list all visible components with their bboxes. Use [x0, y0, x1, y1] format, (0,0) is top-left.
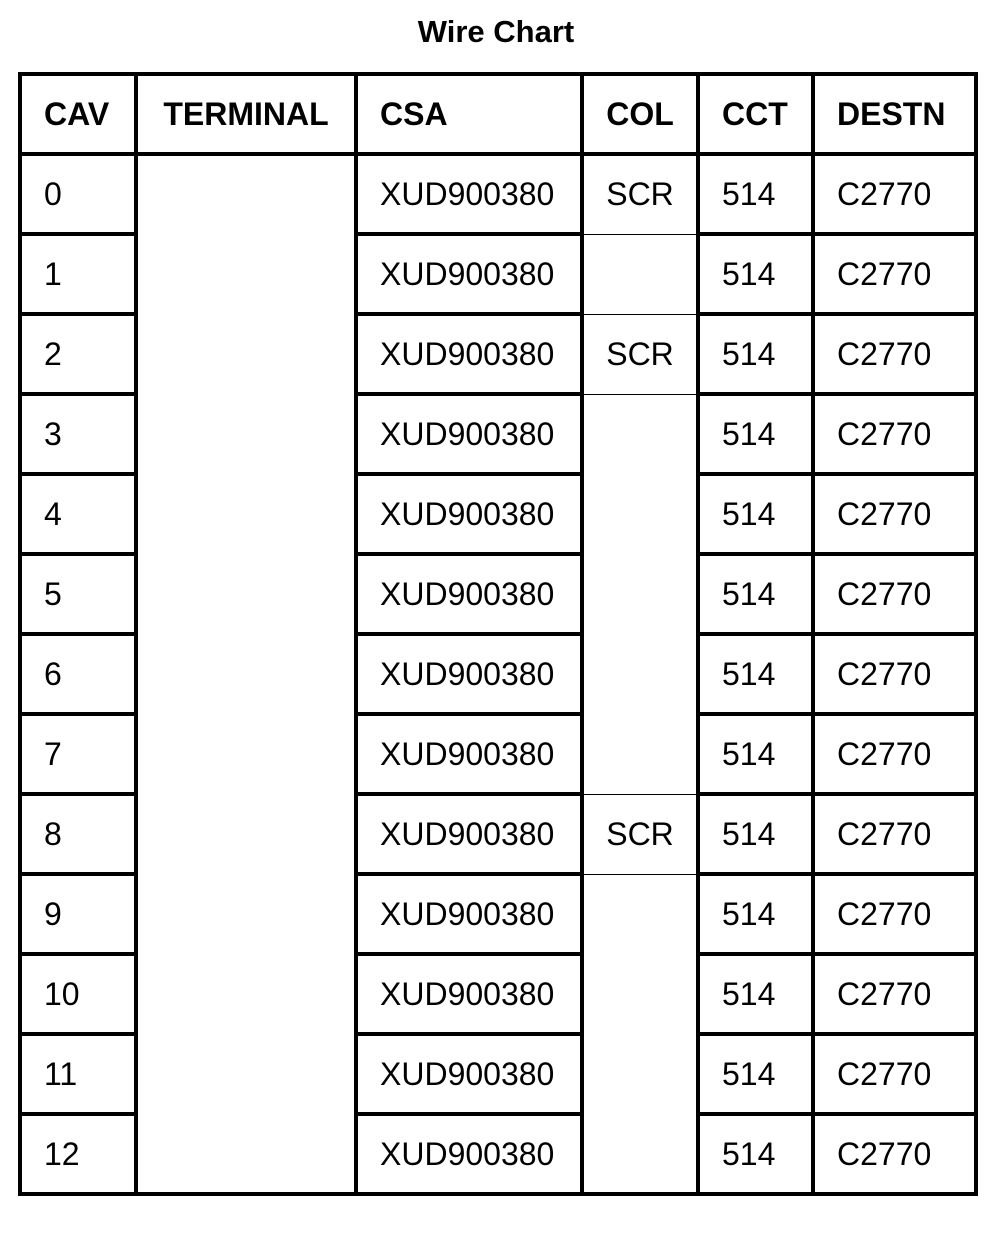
csa-cell: XUD900380 — [356, 714, 582, 794]
col-cell — [582, 714, 698, 794]
col-cell: SCR — [582, 154, 698, 234]
destn-cell: C2770 — [813, 1034, 976, 1114]
table-row — [20, 154, 976, 234]
header-col: COL — [582, 74, 698, 154]
header-cav: CAV — [20, 74, 136, 154]
cct-cell: 514 — [698, 554, 813, 634]
destn-cell: C2770 — [813, 874, 976, 954]
destn-cell: C2770 — [813, 634, 976, 714]
cct-cell: 514 — [698, 1034, 813, 1114]
csa-cell: XUD900380 — [356, 554, 582, 634]
table-row — [20, 314, 976, 394]
header-destn: DESTN — [813, 74, 976, 154]
destn-cell: C2770 — [813, 554, 976, 634]
col-cell — [582, 234, 698, 314]
header-cct: CCT — [698, 74, 813, 154]
col-cell — [582, 1114, 698, 1194]
destn-cell: C2770 — [813, 954, 976, 1034]
terminal-cell — [136, 794, 356, 874]
table-row — [20, 714, 976, 794]
table-row — [20, 954, 976, 1034]
csa-cell: XUD900380 — [356, 794, 582, 874]
terminal-cell — [136, 1034, 356, 1114]
cav-cell: 8 — [20, 794, 136, 874]
col-cell: SCR — [582, 794, 698, 874]
table-body — [20, 154, 976, 1194]
csa-cell: XUD900380 — [356, 394, 582, 474]
table-row — [20, 394, 976, 474]
terminal-cell — [136, 1114, 356, 1194]
csa-cell: XUD900380 — [356, 1114, 582, 1194]
table-row — [20, 874, 976, 954]
col-cell — [582, 394, 698, 474]
cav-cell: 5 — [20, 554, 136, 634]
cav-cell: 1 — [20, 234, 136, 314]
cct-cell: 514 — [698, 394, 813, 474]
csa-cell: XUD900380 — [356, 634, 582, 714]
destn-cell: C2770 — [813, 474, 976, 554]
table-row — [20, 1114, 976, 1194]
destn-cell: C2770 — [813, 714, 976, 794]
destn-cell: C2770 — [813, 394, 976, 474]
terminal-cell — [136, 634, 356, 714]
cav-cell: 7 — [20, 714, 136, 794]
table-row — [20, 794, 976, 874]
header-csa: CSA — [356, 74, 582, 154]
csa-cell: XUD900380 — [356, 314, 582, 394]
cav-cell: 4 — [20, 474, 136, 554]
cct-cell: 514 — [698, 634, 813, 714]
cct-cell: 514 — [698, 714, 813, 794]
csa-cell: XUD900380 — [356, 154, 582, 234]
cav-cell: 9 — [20, 874, 136, 954]
terminal-cell — [136, 234, 356, 314]
header-row — [20, 74, 976, 154]
col-cell — [582, 634, 698, 714]
cct-cell: 514 — [698, 874, 813, 954]
terminal-cell — [136, 154, 356, 234]
terminal-cell — [136, 394, 356, 474]
destn-cell: C2770 — [813, 154, 976, 234]
col-cell — [582, 474, 698, 554]
cct-cell: 514 — [698, 794, 813, 874]
col-cell — [582, 1034, 698, 1114]
cct-cell: 514 — [698, 474, 813, 554]
destn-cell: C2770 — [813, 794, 976, 874]
col-cell: SCR — [582, 314, 698, 394]
csa-cell: XUD900380 — [356, 874, 582, 954]
table-row — [20, 554, 976, 634]
cct-cell: 514 — [698, 314, 813, 394]
table-row — [20, 474, 976, 554]
cct-cell: 514 — [698, 154, 813, 234]
destn-cell: C2770 — [813, 234, 976, 314]
cav-cell: 3 — [20, 394, 136, 474]
header-terminal: TERMINAL — [136, 74, 356, 154]
wire-chart-table — [18, 72, 978, 1196]
terminal-cell — [136, 954, 356, 1034]
terminal-cell — [136, 314, 356, 394]
chart-title: Wire Chart — [417, 14, 575, 49]
cav-cell: 11 — [20, 1034, 136, 1114]
terminal-cell — [136, 554, 356, 634]
table-row — [20, 1034, 976, 1114]
cav-cell: 2 — [20, 314, 136, 394]
col-cell — [582, 874, 698, 954]
terminal-cell — [136, 474, 356, 554]
terminal-cell — [136, 874, 356, 954]
col-cell — [582, 954, 698, 1034]
cav-cell: 0 — [20, 154, 136, 234]
csa-cell: XUD900380 — [356, 474, 582, 554]
cav-cell: 6 — [20, 634, 136, 714]
csa-cell: XUD900380 — [356, 1034, 582, 1114]
cav-cell: 10 — [20, 954, 136, 1034]
destn-cell: C2770 — [813, 1114, 976, 1194]
terminal-cell — [136, 714, 356, 794]
cct-cell: 514 — [698, 234, 813, 314]
col-cell — [582, 554, 698, 634]
cct-cell: 514 — [698, 954, 813, 1034]
cav-cell: 12 — [20, 1114, 136, 1194]
csa-cell: XUD900380 — [356, 954, 582, 1034]
destn-cell: C2770 — [813, 314, 976, 394]
table-row — [20, 634, 976, 714]
cct-cell: 514 — [698, 1114, 813, 1194]
table-row — [20, 234, 976, 314]
csa-cell: XUD900380 — [356, 234, 582, 314]
